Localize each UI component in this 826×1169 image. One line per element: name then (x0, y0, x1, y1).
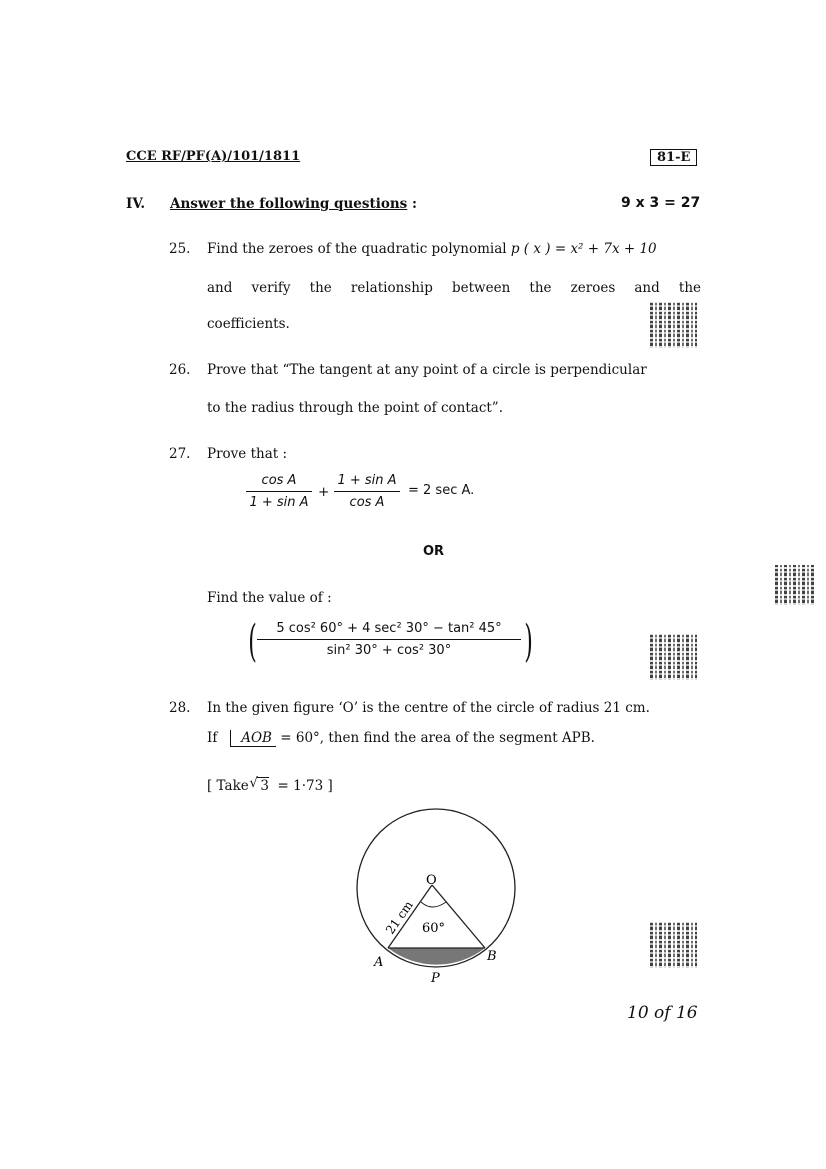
q26-line1: Prove that “The tangent at any point of a circle is perpendicular (207, 362, 647, 378)
q28-take: [ Take √ 3 = 1·73 ] (207, 775, 333, 794)
radius-ob (432, 885, 485, 948)
section-marks: 9 x 3 = 27 (621, 195, 701, 211)
q25-line3: coefficients. (207, 316, 290, 332)
q28-number: 28. (169, 700, 191, 716)
label-b: B (487, 949, 497, 964)
fraction-2: $\frac{\text{1 + sin A}}{\text{cos A}}$ (334, 473, 400, 510)
label-radius: 21 cm (382, 898, 416, 937)
q25-line2: and verify the relationship between the zeroes and the (207, 280, 701, 296)
or-label: OR (423, 544, 445, 559)
right-paren: ) (524, 616, 533, 667)
section-number: IV. (126, 196, 146, 212)
plus-sign: + (318, 484, 330, 500)
sqrt-symbol: √ 3 (249, 775, 269, 794)
qr-code (650, 302, 697, 348)
left-paren: ( (248, 616, 257, 667)
q28-line2: If AOB = 60°, then find the area of the segment APB. (207, 730, 595, 746)
fraction-3: 5 cos² 60° + 4 sec² 30° − tan² 45° sin² 30° + cos² 30° (257, 621, 521, 658)
q25-line1: Find the zeroes of the quadratic polynomial p ( x ) = x² + 7x + 10 (207, 241, 657, 257)
circle-figure (340, 800, 540, 1000)
rhs: = 2 sec A. (408, 483, 475, 498)
page-number: 10 of 16 (627, 1003, 698, 1023)
q27-number: 27. (169, 446, 191, 462)
fraction-1: $\frac{\text{cos A}}{\text{1 + sin A}}$ (246, 473, 312, 510)
q26-line2: to the radius through the point of contact”. (207, 400, 503, 416)
q25-number: 25. (169, 241, 191, 257)
qr-code (775, 565, 815, 605)
section-title: Answer the following questions : (170, 196, 417, 212)
qr-code (650, 634, 697, 680)
q27-intro: Prove that : (207, 446, 288, 462)
shaded-segment (388, 948, 485, 965)
q28-line1: In the given figure ‘O’ is the centre of the circle of radius 21 cm. (207, 700, 650, 716)
paper-number-badge: 81-E (650, 149, 697, 166)
q27-alt-intro: Find the value of : (207, 590, 332, 606)
circle (357, 809, 515, 967)
angle-symbol: AOB (230, 730, 276, 747)
label-p: P (431, 971, 440, 986)
label-o: O (426, 873, 437, 888)
paper-code: CCE RF/PF(A)/101/1811 (126, 149, 301, 164)
q26-number: 26. (169, 362, 191, 378)
qr-code (650, 922, 697, 968)
label-angle: 60° (422, 921, 446, 936)
label-a: A (374, 955, 384, 970)
angle-arc (421, 902, 446, 907)
